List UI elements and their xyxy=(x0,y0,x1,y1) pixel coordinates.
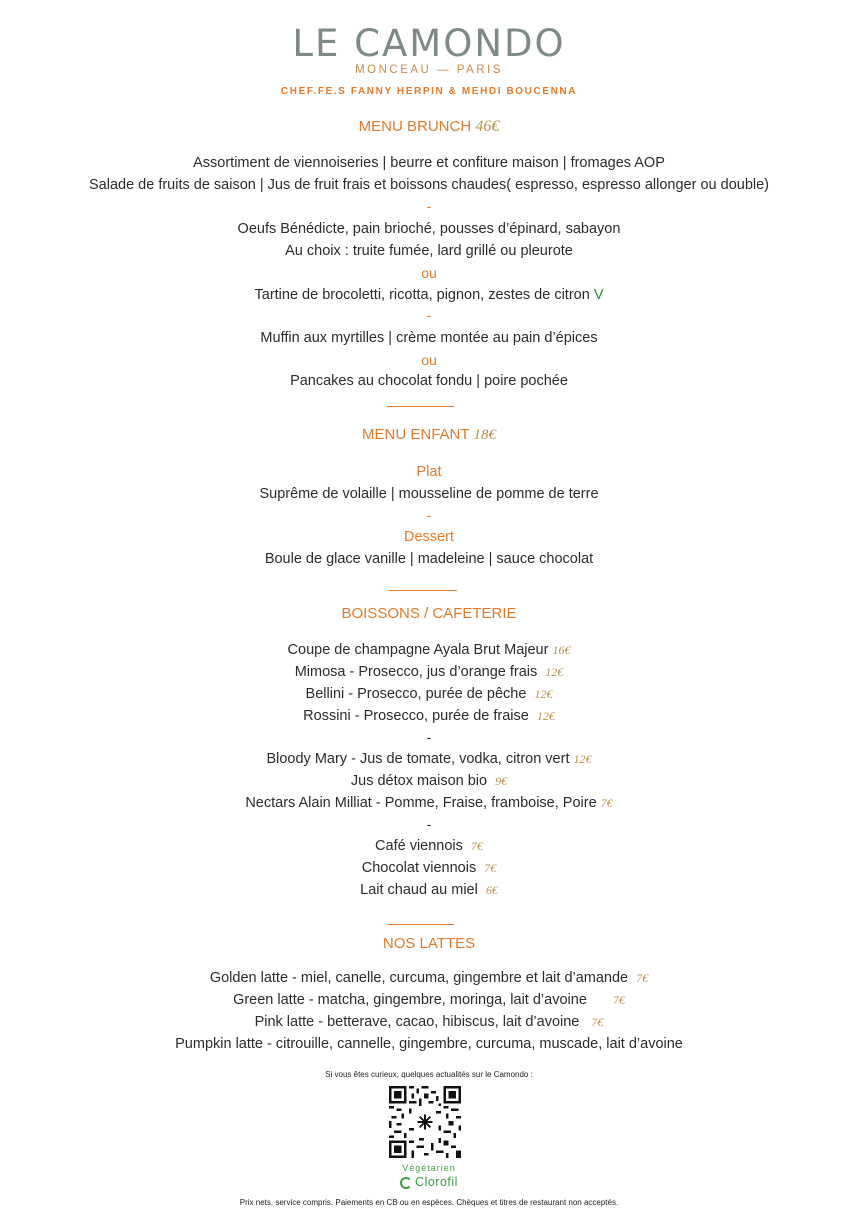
drink-price: 12€ xyxy=(534,687,553,701)
enfant-separator: - xyxy=(426,507,432,523)
brunch-line-3: Oeufs Bénédicte, pain brioché, pousses d’épinard, sabayon xyxy=(237,221,621,237)
drink-item xyxy=(0,795,858,811)
section-divider-3 xyxy=(387,924,454,925)
brunch-title-row xyxy=(0,118,858,136)
drink-name: Mimosa - Prosecco, jus d’orange frais xyxy=(294,664,538,680)
brunch-title: MENU BRUNCH xyxy=(358,118,472,135)
latte-price: 7€ xyxy=(591,1015,604,1029)
enfant-price: 18€ xyxy=(473,427,496,443)
brunch-line-6: Muffin aux myrtilles | crème montée au pain d’épices xyxy=(260,330,598,346)
drink-name: Nectars Alain Milliat - Pomme, Fraise, framboise, Poire xyxy=(245,795,597,811)
vegetarian-mark: V xyxy=(593,287,604,303)
drink-name: Bloody Mary - Jus de tomate, vodka, citron vert xyxy=(266,751,570,767)
enfant-title-row xyxy=(0,426,858,444)
drink-name: Jus détox maison bio xyxy=(350,773,488,789)
drink-price: 6€ xyxy=(485,883,498,897)
enfant-plat-label: Plat xyxy=(416,464,442,480)
latte-item xyxy=(0,1036,858,1052)
drink-name: Bellini - Prosecco, purée de pêche xyxy=(305,686,527,702)
drink-item xyxy=(0,642,858,658)
latte-item xyxy=(0,970,858,986)
drink-item xyxy=(0,686,858,702)
drink-price: 9€ xyxy=(495,774,508,788)
drink-item xyxy=(0,664,858,680)
payment-note: Prix nets. service compris. Paiements en CB ou en espèces. Chèques et titres de restaurant non acceptés. xyxy=(239,1198,619,1207)
brunch-line-5-row xyxy=(0,287,858,303)
drink-price: 7€ xyxy=(600,796,613,810)
drinks-separator-1: - xyxy=(426,729,432,745)
clorofil-brand xyxy=(0,1175,858,1189)
chefs-line: CHEF.FE.S FANNY HERPIN & MEHDI BOUCENNA xyxy=(280,86,578,97)
drink-item xyxy=(0,773,858,789)
enfant-dessert-label: Dessert xyxy=(404,529,454,545)
lattes-title: NOS LATTES xyxy=(382,935,476,952)
latte-name: Green latte - matcha, gingembre, moringa, lait d’avoine xyxy=(233,992,587,1008)
qr-caption: Si vous êtes curieux, quelques actualités sur le Camondo : xyxy=(325,1070,533,1079)
drink-name: Chocolat viennois xyxy=(361,860,477,876)
drink-name: Coupe de champagne Ayala Brut Majeur xyxy=(287,642,549,658)
drink-price: 7€ xyxy=(484,861,497,875)
drinks-separator-2: - xyxy=(426,816,432,832)
boissons-title: BOISSONS / CAFETERIE xyxy=(341,605,517,622)
drink-price: 12€ xyxy=(573,752,592,766)
drink-item xyxy=(0,708,858,724)
drink-price: 12€ xyxy=(545,665,564,679)
drink-name: Café viennois xyxy=(375,838,463,854)
enfant-title: MENU ENFANT xyxy=(362,426,470,443)
latte-item xyxy=(0,992,858,1008)
vegetarian-label: Végétarien xyxy=(402,1163,456,1173)
latte-name: Pink latte - betterave, cacao, hibiscus, lait d’avoine xyxy=(254,1014,580,1030)
brunch-price: 46€ xyxy=(475,118,500,135)
drink-item xyxy=(0,882,858,898)
enfant-dessert: Boule de glace vanille | madeleine | sauce chocolat xyxy=(264,551,594,567)
drink-price: 16€ xyxy=(552,643,571,657)
qr-code[interactable] xyxy=(389,1086,461,1158)
latte-name: Golden latte - miel, canelle, curcuma, gingembre et lait d’amande xyxy=(209,970,629,986)
brunch-line-7: Pancakes au chocolat fondu | poire pochée xyxy=(290,373,568,389)
drink-price: 7€ xyxy=(470,839,483,853)
brunch-separator-2: - xyxy=(426,307,432,323)
drink-price: 12€ xyxy=(536,709,555,723)
brunch-or-1: ou xyxy=(421,265,437,281)
drink-item xyxy=(0,751,858,767)
drink-item xyxy=(0,860,858,876)
restaurant-logo: LE CAMONDO xyxy=(292,22,566,65)
section-divider-1 xyxy=(387,406,454,407)
brunch-line-1: Assortiment de viennoiseries | beurre et confiture maison | fromages AOP xyxy=(193,155,665,171)
latte-item xyxy=(0,1014,858,1030)
drink-name: Lait chaud au miel xyxy=(360,882,478,898)
drink-item xyxy=(0,838,858,854)
latte-price: 7€ xyxy=(636,971,649,985)
enfant-plat: Suprême de volaille | mousseline de pomme de terre xyxy=(259,486,599,502)
brunch-line-5: Tartine de brocoletti, ricotta, pignon, zestes de citron xyxy=(254,287,590,303)
brunch-line-2: Salade de fruits de saison | Jus de fruit frais et boissons chaudes( espresso, espresso allonger ou double) xyxy=(88,177,769,193)
drink-name: Rossini - Prosecco, purée de fraise xyxy=(303,708,529,724)
brunch-line-4: Au choix : truite fumée, lard grillé ou pleurote xyxy=(285,243,573,259)
clorofil-text: Clorofil xyxy=(415,1175,458,1189)
restaurant-location: MONCEAU — PARIS xyxy=(355,64,503,76)
brunch-separator-1: - xyxy=(426,198,432,214)
latte-name: Pumpkin latte - citrouille, cannelle, gingembre, curcuma, muscade, lait d’avoine xyxy=(175,1036,683,1052)
brunch-or-2: ou xyxy=(421,352,437,368)
clorofil-logo-icon xyxy=(400,1177,412,1189)
section-divider-2 xyxy=(388,590,457,591)
latte-price: 7€ xyxy=(612,993,625,1007)
